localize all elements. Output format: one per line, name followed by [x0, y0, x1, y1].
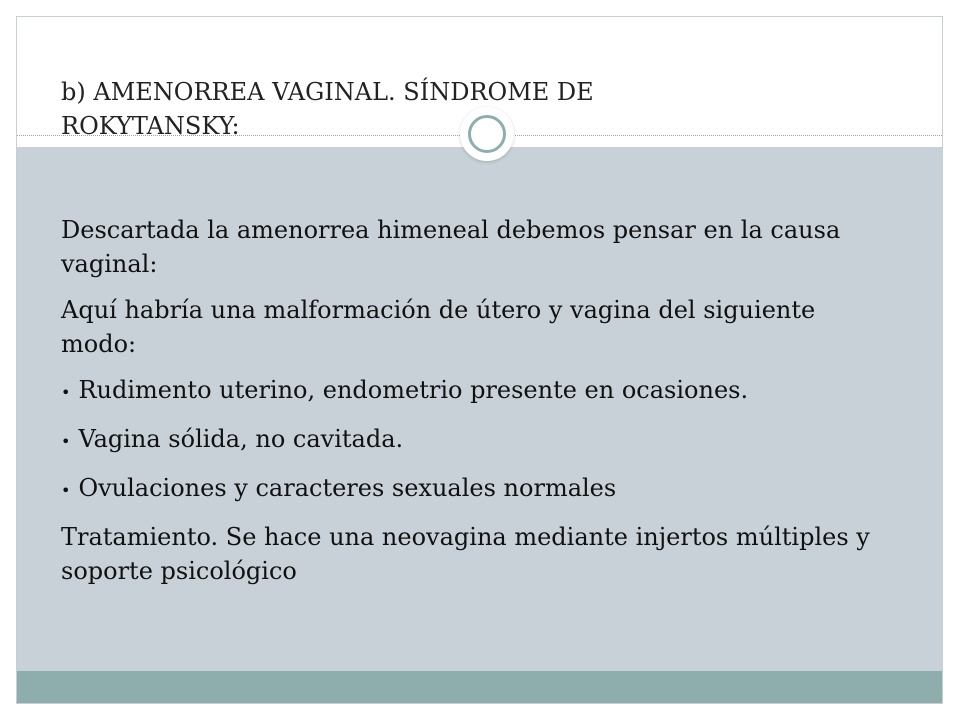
paragraph-1: Descartada la amenorrea himeneal debemos pensar en la causa vaginal: [61, 216, 841, 278]
bullet-item-1 [61, 373, 881, 410]
slide-frame [16, 16, 943, 704]
paragraph-2: Aquí habría una malformación de útero y vagina del siguiente modo: [61, 296, 816, 358]
bottom-bar [17, 671, 942, 704]
bullet-marker: • [61, 383, 71, 402]
bullet-text-3: Ovulaciones y caracteres sexuales normales [78, 474, 617, 502]
bullet-text-1: Rudimento uterino, endometrio presente en ocasiones. [78, 376, 749, 404]
slide-body [61, 213, 881, 600]
bullet-text-2: Vagina sólida, no cavitada. [78, 425, 404, 453]
bullet-item-2 [61, 422, 881, 459]
bullet-marker: • [61, 481, 71, 500]
closing-paragraph: Tratamiento. Se hace una neovagina mediante injertos múltiples y soporte psicológico [61, 523, 870, 585]
bullet-marker: • [61, 432, 71, 451]
slide-title: b) AMENORREA VAGINAL. SÍNDROME DE ROKYTANSKY: [61, 78, 594, 140]
bullet-item-3 [61, 471, 881, 508]
